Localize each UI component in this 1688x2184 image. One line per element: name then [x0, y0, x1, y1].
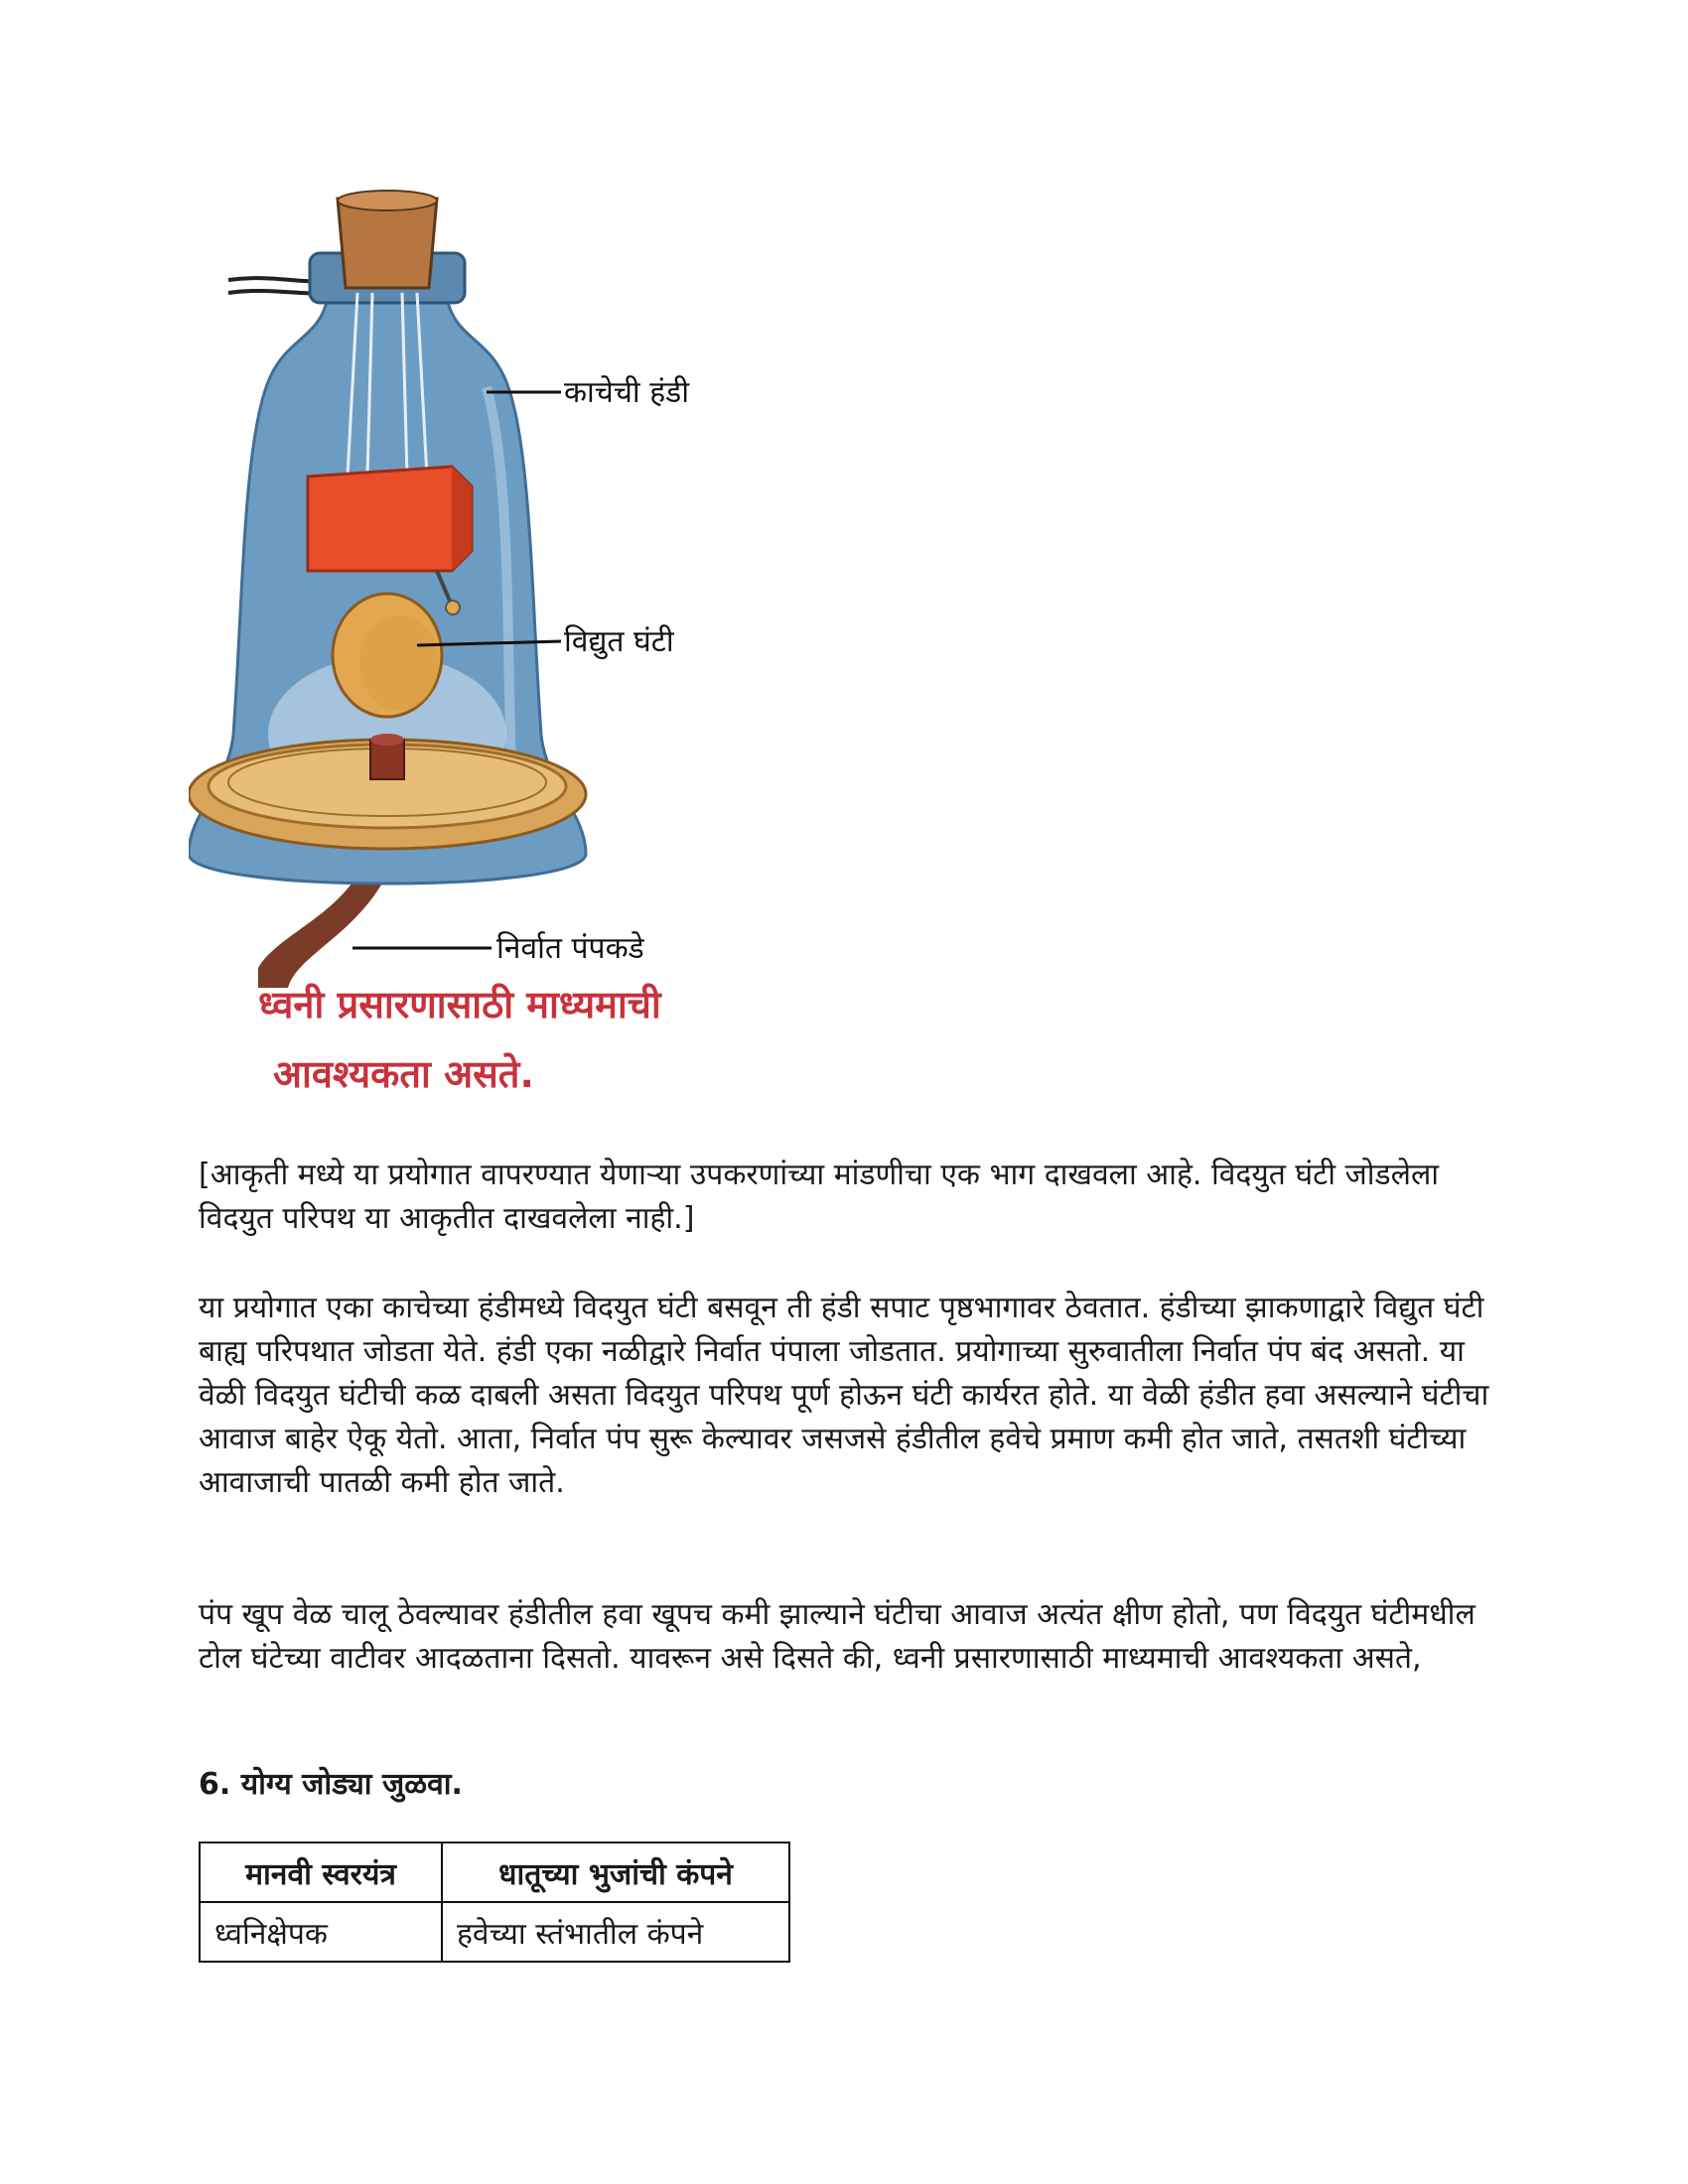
table-cell: हवेच्या स्तंभातील कंपने	[442, 1902, 789, 1962]
question-heading: 6. योग्य जोड्या जुळवा.	[199, 1767, 463, 1802]
bell-box	[308, 467, 472, 571]
label-glass-jar: काचेची हंडी	[564, 375, 689, 410]
table-cell: धातूच्या भुजांची कंपने	[442, 1843, 789, 1902]
bell-hammer-head	[446, 601, 460, 614]
figure-caption-line2: आवश्यकता असते.	[273, 1052, 534, 1096]
match-pairs-table	[199, 1842, 790, 1963]
base-stud-top	[370, 734, 404, 746]
conclusion-paragraph: पंप खूप वेळ चालू ठेवल्यावर हंडीतील हवा खूपच कमी झाल्याने घंटीचा आवाज अत्यंत क्षीण होतो, पण विदयुत घंटीमधील टोल घंटेच्या वाटीवर आदळताना दिसतो. यावरून असे दिसते की, ध्वनी प्रसारणासाठी माध्यमाची आवश्यकता असते,	[199, 1597, 1476, 1676]
cork-top	[338, 191, 437, 210]
table-row	[200, 1902, 789, 1962]
figure-note-paragraph: [आकृती मध्ये या प्रयोगात वापरण्यात येणाऱ्या उपकरणांच्या मांडणीचा एक भाग दाखवला आहे. विदयुत घंटी जोडलेला विदयुत परिपथ या आकृतीत दाखवलेला नाही.]	[199, 1158, 1440, 1236]
cork-stopper	[338, 199, 437, 288]
table-cell: मानवी स्वरयंत्र	[200, 1843, 442, 1902]
label-vacuum-pump: निर्वात पंपकडे	[496, 931, 644, 966]
table-row	[200, 1843, 789, 1902]
experiment-paragraph: या प्रयोगात एका काचेच्या हंडीमध्ये विदयुत घंटी बसवून ती हंडी सपाट पृष्ठभागावर ठेवतात. हंडीच्या झाकणाद्वारे विद्युत घंटी बाह्य परिपथात जोडता येते. हंडी एका नळीद्वारे निर्वात पंपाला जोडतात. प्रयोगाच्या सुरुवातीला निर्वात पंप बंद असतो. या वेळी विदयुत घंटीची कळ दाबली असता विदयुत परिपथ पूर्ण होऊन घंटी कार्यरत होते. या वेळी हंडीत हवा असल्याने घंटीचा आवाज बाहेर ऐकू येतो. आता, निर्वात पंप सुरू केल्यावर जसजसे हंडीतील हवेचे प्रमाण कमी होत जाते, तसतशी घंटीच्या आवाजाची पातळी कमी होत जाते.	[199, 1291, 1489, 1500]
table-cell: ध्वनिक्षेपक	[200, 1902, 442, 1962]
bell-jar-experiment-figure	[189, 179, 784, 1132]
label-electric-bell: विद्युत घंटी	[564, 624, 674, 659]
bell-gong-shade	[359, 615, 439, 711]
figure-caption-line1: ध्वनी प्रसारणासाठी माध्यमाची	[258, 983, 661, 1026]
